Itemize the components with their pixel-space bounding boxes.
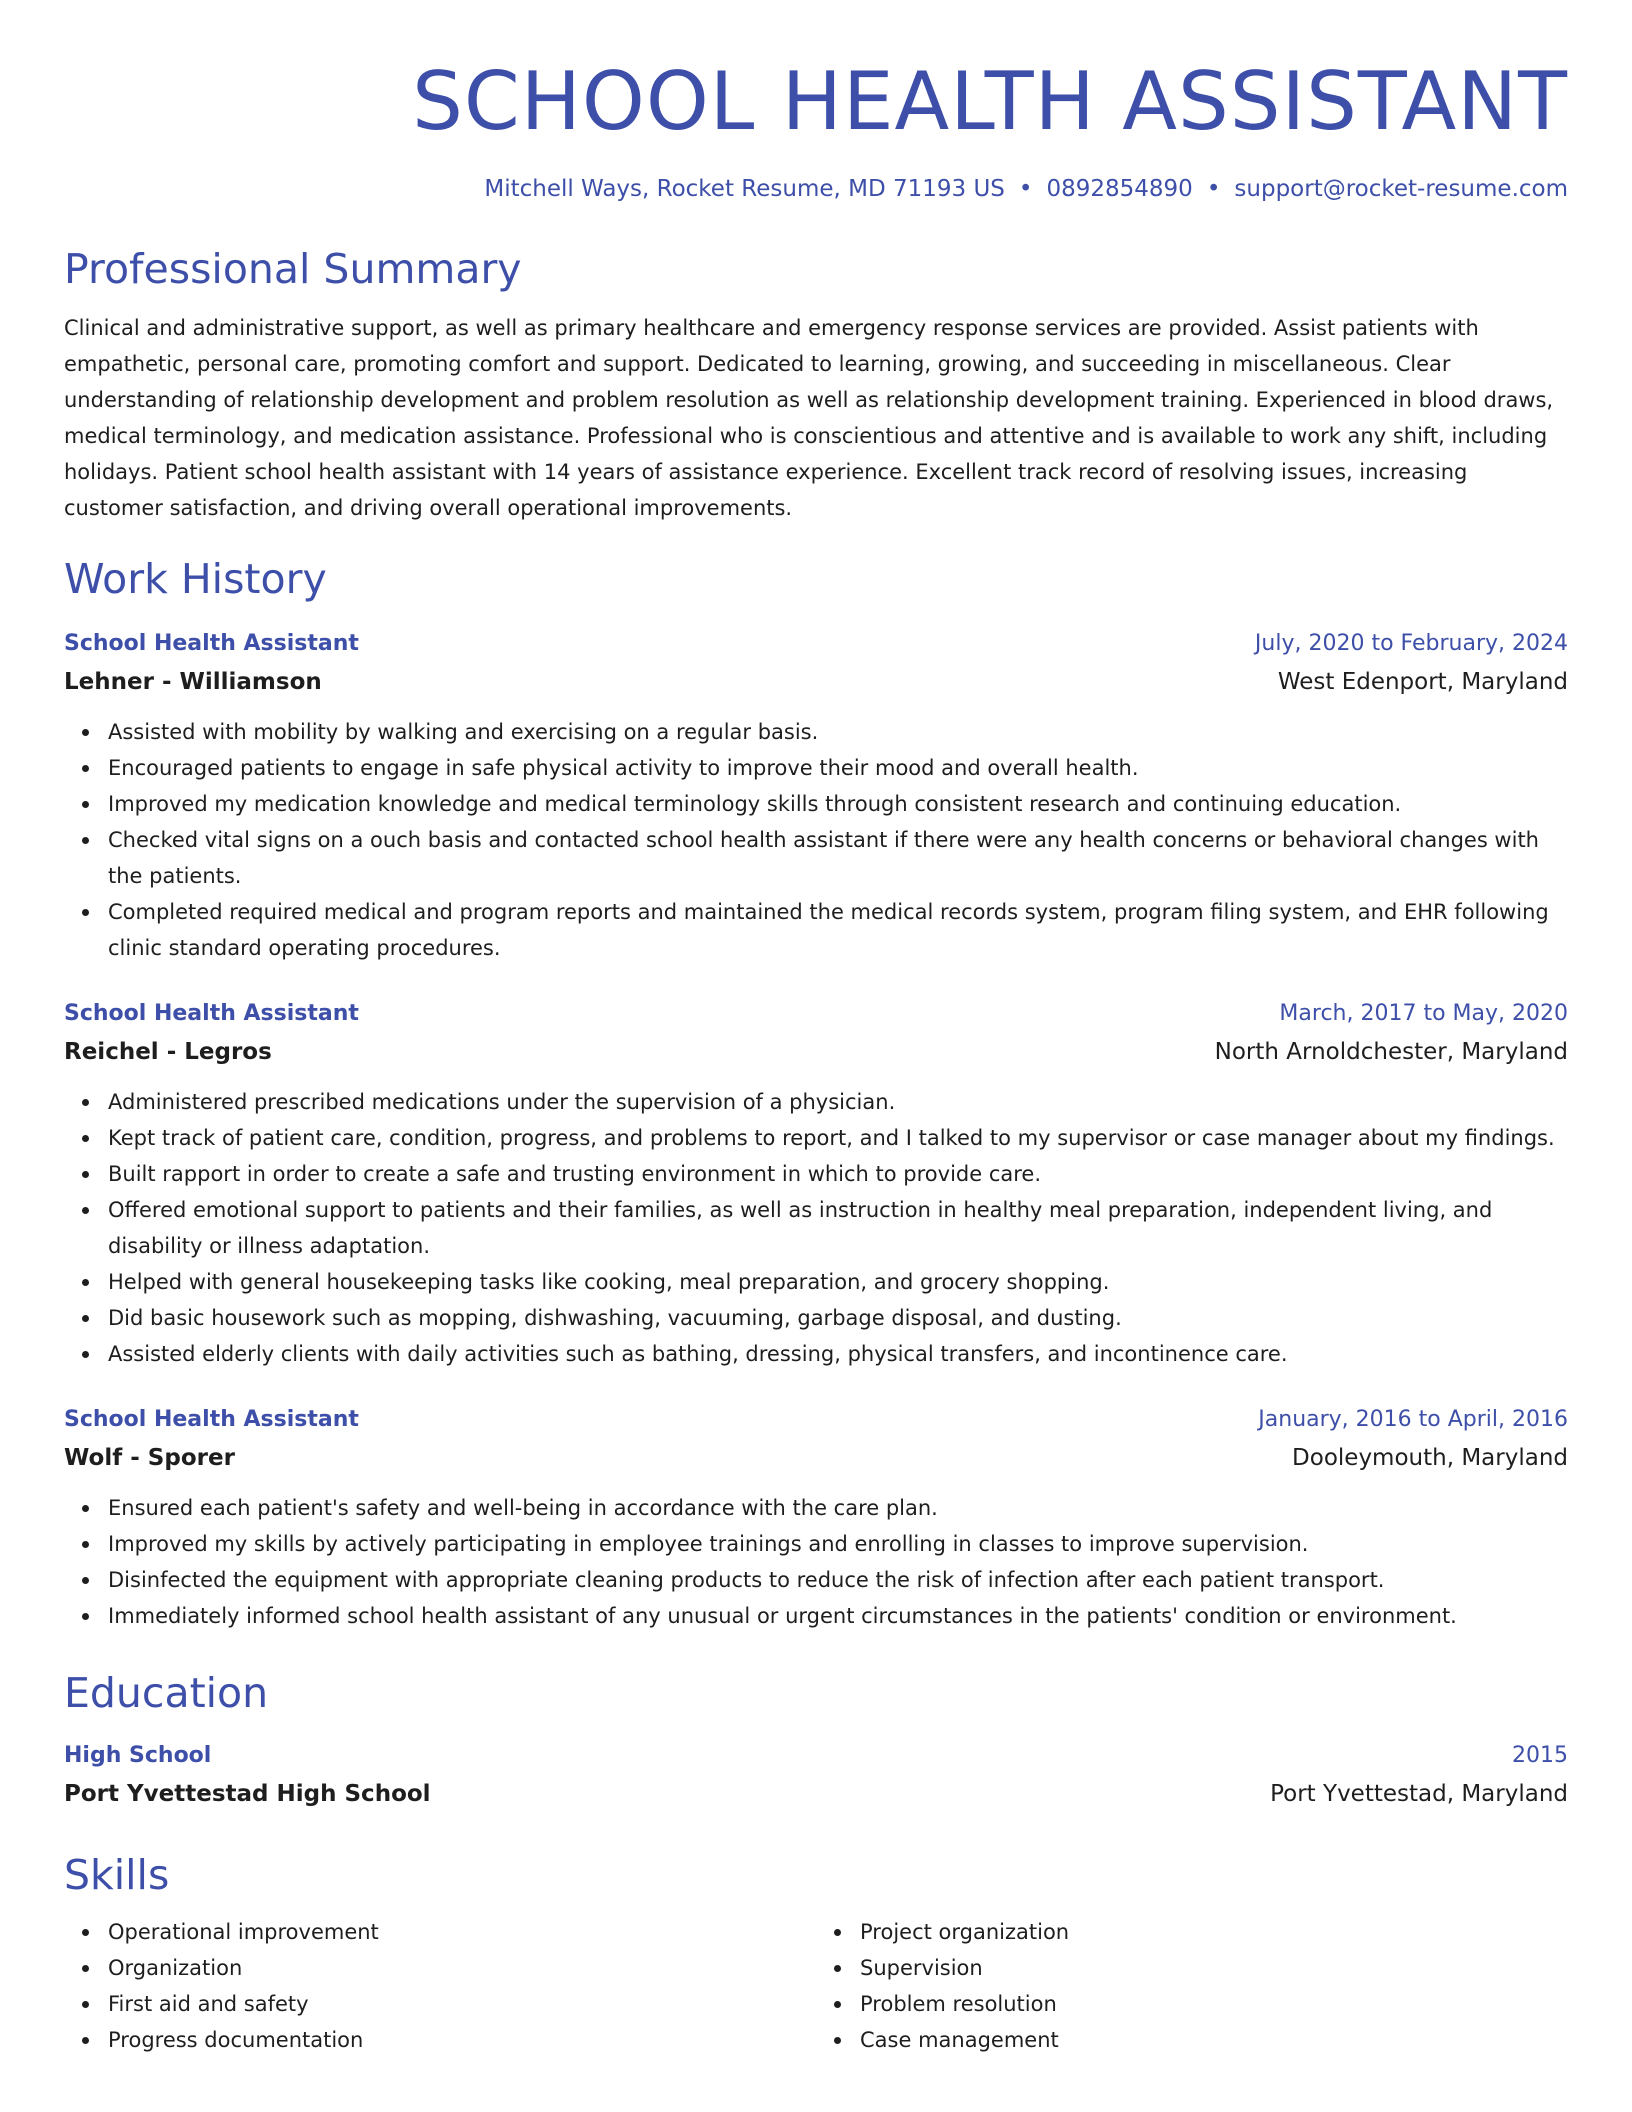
list-item: Improved my medication knowledge and medical terminology skills through consistent research and continuing education.: [108, 786, 1568, 822]
list-item: Completed required medical and program reports and maintained the medical records system, program filing system, and EHR following clinic standard operating procedures.: [108, 894, 1568, 966]
summary-heading: Professional Summary: [64, 245, 522, 293]
contact-line: [64, 174, 1568, 204]
skill-item: Project organization: [860, 1914, 1568, 1950]
education-entry: [64, 1738, 1568, 1814]
job-role: School Health Assistant: [64, 631, 359, 656]
job-entry: [64, 1402, 1568, 1634]
education-heading: Education: [64, 1669, 269, 1717]
job-location: Dooleymouth, Maryland: [1292, 1445, 1568, 1471]
skills-list: [64, 1914, 1568, 2058]
job-dates: July, 2020 to February, 2024: [1254, 631, 1568, 656]
list-item: Ensured each patient's safety and well-being in accordance with the care plan.: [108, 1490, 1568, 1526]
education-year: 2015: [1512, 1743, 1568, 1768]
skills-column-right: [816, 1914, 1568, 2058]
skill-item: Problem resolution: [860, 1986, 1568, 2022]
job-company: Wolf - Sporer: [64, 1445, 235, 1471]
contact-separator: •: [1018, 176, 1033, 202]
education-school: Port Yvettestad High School: [64, 1781, 431, 1807]
skills-heading: Skills: [64, 1851, 170, 1899]
summary-text: Clinical and administrative support, as well as primary healthcare and emergency response services are provided. Assist patients with empathetic, personal care, promoting comfort and support. Dedicated to learning, growing, and succeeding in miscellaneous. Clear understanding of relationship development and problem resolution as well as relationship development training. Experienced in blood draws, medical terminology, and medication assistance. Professional who is conscientious and attentive and is available to work any shift, including holidays. Patient school health assistant with 14 years of assistance experience. Excellent track record of resolving issues, increasing customer satisfaction, and driving overall operational improvements.: [64, 316, 1554, 520]
job-company: Lehner - Williamson: [64, 669, 322, 695]
resume-page: [64, 0, 1568, 2058]
skill-item: Case management: [860, 2022, 1568, 2058]
list-item: Immediately informed school health assistant of any unusual or urgent circumstances in the patients' condition or environment.: [108, 1598, 1568, 1634]
list-item: Improved my skills by actively participating in employee trainings and enrolling in classes to improve supervision.: [108, 1526, 1568, 1562]
skill-item: Organization: [108, 1950, 816, 1986]
job-company: Reichel - Legros: [64, 1039, 272, 1065]
list-item: Assisted elderly clients with daily activities such as bathing, dressing, physical transfers, and incontinence care.: [108, 1336, 1568, 1372]
job-location: North Arnoldchester, Maryland: [1214, 1039, 1568, 1065]
education-location: Port Yvettestad, Maryland: [1270, 1781, 1568, 1807]
list-item: Built rapport in order to create a safe and trusting environment in which to provide care.: [108, 1156, 1568, 1192]
list-item: Checked vital signs on a ouch basis and contacted school health assistant if there were any health concerns or behavioral changes with the patients.: [108, 822, 1568, 894]
job-location: West Edenport, Maryland: [1277, 669, 1568, 695]
skill-item: Supervision: [860, 1950, 1568, 1986]
contact-address: Mitchell Ways, Rocket Resume, MD 71193 US: [484, 176, 1005, 202]
list-item: Assisted with mobility by walking and exercising on a regular basis.: [108, 714, 1568, 750]
list-item: Offered emotional support to patients and their families, as well as instruction in healthy meal preparation, independent living, and disability or illness adaptation.: [108, 1192, 1568, 1264]
list-item: Encouraged patients to engage in safe physical activity to improve their mood and overall health.: [108, 750, 1568, 786]
work-history-heading: Work History: [64, 555, 327, 603]
contact-email[interactable]: support@rocket-resume.com: [1234, 176, 1568, 202]
job-bullets: [64, 1084, 1568, 1372]
job-bullets: [64, 1490, 1568, 1634]
list-item: Administered prescribed medications under the supervision of a physician.: [108, 1084, 1568, 1120]
education-degree: High School: [64, 1743, 212, 1768]
job-role: School Health Assistant: [64, 1001, 359, 1026]
job-dates: March, 2017 to May, 2020: [1279, 1001, 1568, 1026]
skill-item: Progress documentation: [108, 2022, 816, 2058]
list-item: Kept track of patient care, condition, progress, and problems to report, and I talked to my supervisor or case manager about my findings.: [108, 1120, 1568, 1156]
contact-separator: •: [1206, 176, 1221, 202]
job-bullets: [64, 714, 1568, 966]
contact-phone: 0892854890: [1046, 176, 1193, 202]
list-item: Disinfected the equipment with appropriate cleaning products to reduce the risk of infection after each patient transport.: [108, 1562, 1568, 1598]
list-item: Helped with general housekeeping tasks like cooking, meal preparation, and grocery shopping.: [108, 1264, 1568, 1300]
skills-column-left: [64, 1914, 816, 2058]
job-entry: [64, 996, 1568, 1372]
skill-item: First aid and safety: [108, 1986, 816, 2022]
job-dates: January, 2016 to April, 2016: [1258, 1407, 1568, 1432]
list-item: Did basic housework such as mopping, dishwashing, vacuuming, garbage disposal, and dusting.: [108, 1300, 1568, 1336]
resume-title: SCHOOL HEALTH ASSISTANT: [412, 55, 1568, 148]
job-role: School Health Assistant: [64, 1407, 359, 1432]
job-entry: [64, 626, 1568, 966]
skill-item: Operational improvement: [108, 1914, 816, 1950]
